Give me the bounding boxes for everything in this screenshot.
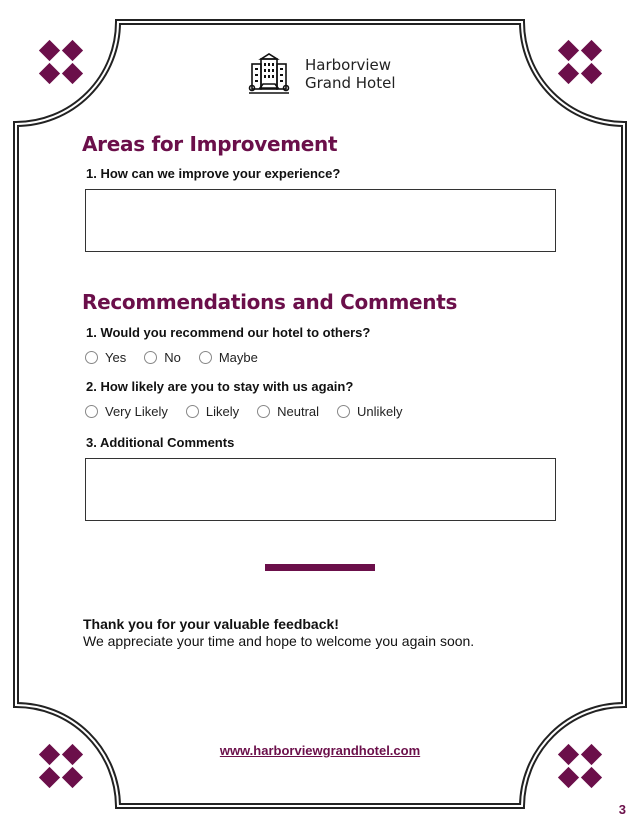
logo-line1: Harborview — [305, 56, 392, 74]
radio-label: Unlikely — [357, 404, 403, 419]
section-title-improvement: Areas for Improvement — [82, 132, 338, 156]
page-number: 3 — [618, 802, 626, 817]
section-title-recommendations: Recommendations and Comments — [82, 290, 458, 314]
radio-label: Yes — [105, 350, 127, 365]
radio-label: Maybe — [218, 350, 258, 365]
radio-neutral[interactable] — [257, 404, 319, 419]
divider-bar — [265, 564, 375, 571]
stay-again-radio-group — [85, 404, 421, 419]
radio-label: No — [164, 350, 181, 365]
radio-circle[interactable] — [144, 351, 157, 364]
hotel-logo-text — [305, 56, 396, 92]
radio-label: Likely — [205, 404, 240, 419]
radio-maybe[interactable] — [199, 350, 258, 365]
thanks-title: Thank you for your valuable feedback! — [83, 616, 339, 632]
radio-circle[interactable] — [199, 351, 212, 364]
radio-unlikely[interactable] — [337, 404, 403, 419]
radio-very-likely[interactable] — [85, 404, 168, 419]
radio-label: Neutral — [277, 404, 320, 419]
radio-circle[interactable] — [85, 351, 98, 364]
thanks-body: We appreciate your time and hope to welcome you again soon. — [83, 633, 475, 649]
question-comments-label: 3. Additional Comments — [86, 435, 235, 450]
improve-experience-input[interactable] — [85, 189, 556, 252]
radio-label: Very Likely — [105, 404, 168, 419]
radio-no[interactable] — [144, 350, 181, 365]
question-improve-label: 1. How can we improve your experience? — [86, 166, 341, 181]
radio-circle[interactable] — [337, 405, 350, 418]
radio-circle[interactable] — [85, 405, 98, 418]
question-recommend-label: 1. Would you recommend our hotel to others? — [86, 325, 371, 340]
diamond-ornament-icon — [556, 38, 604, 86]
additional-comments-input[interactable] — [85, 458, 556, 521]
radio-circle[interactable] — [257, 405, 270, 418]
question-stay-again-label: 2. How likely are you to stay with us again? — [86, 379, 354, 394]
diamond-ornament-icon — [37, 38, 85, 86]
radio-yes[interactable] — [85, 350, 126, 365]
hotel-building-icon — [247, 51, 291, 97]
logo-line2: Grand Hotel — [305, 74, 396, 92]
radio-likely[interactable] — [186, 404, 239, 419]
recommend-radio-group — [85, 350, 276, 365]
radio-circle[interactable] — [186, 405, 199, 418]
website-link[interactable]: www.harborviewgrandhotel.com — [219, 743, 421, 758]
